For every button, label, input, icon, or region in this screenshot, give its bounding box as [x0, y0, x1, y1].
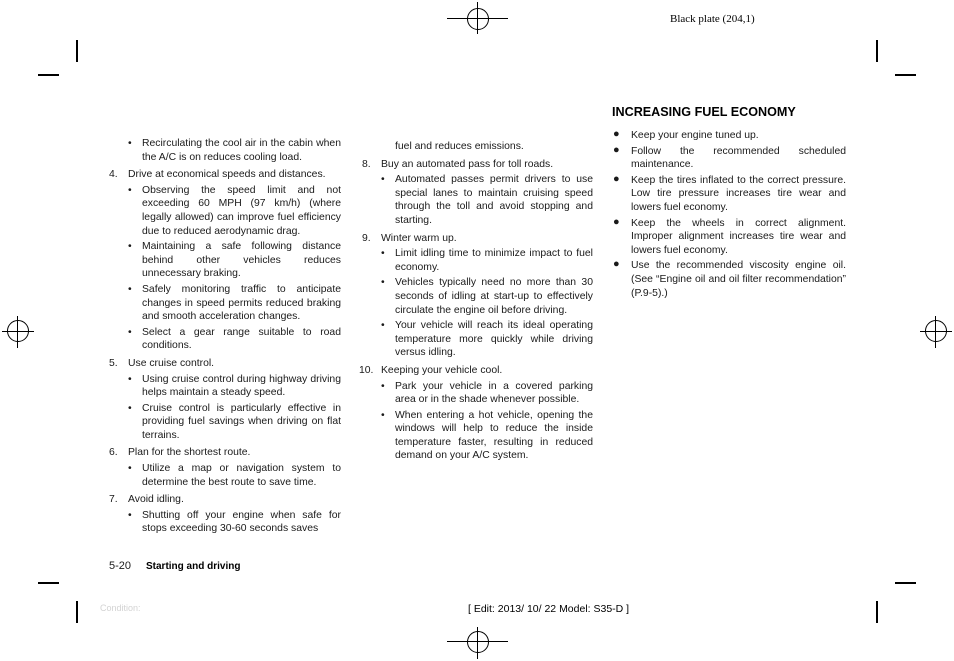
numbered-item: 6. Plan for the shortest route. — [109, 447, 251, 459]
list-item: • Park your vehicle in a covered parking area or in the shade whenever possible. — [381, 380, 593, 406]
bullet-icon: • — [128, 373, 132, 385]
condition-label: Condition: — [100, 603, 141, 613]
numbered-item: 5. Use cruise control. — [109, 357, 215, 369]
edit-info: [ Edit: 2013/ 10/ 22 Model: S35-D ] — [468, 603, 630, 615]
bullet-icon: • — [381, 409, 385, 421]
bullet-icon: • — [381, 174, 385, 186]
plate-label: Black plate (204,1) — [670, 13, 755, 25]
column-1 — [106, 137, 341, 536]
column-2 — [359, 140, 593, 463]
list-item: ● Follow the recommended scheduled maintenance. — [613, 143, 846, 171]
numbered-item: 7. Avoid idling. — [109, 494, 184, 506]
bullet-icon: ● — [613, 258, 620, 271]
bullet-icon: • — [128, 463, 132, 475]
list-item: ● Use the recommended viscosity engine oil. (See “Engine oil and oil filter recommendation” (P.9-5).) — [613, 258, 846, 299]
registration-circle — [925, 320, 947, 342]
list-item: • Observing the speed limit and not exceeding 60 MPH (97 km/h) (where legally allowed) can improve fuel efficiency due to reduced aerodynamic drag. — [128, 184, 341, 237]
list-item: • Shutting off your engine when safe for stops exceeding 30-60 seconds saves — [128, 509, 341, 535]
crop-mark — [76, 601, 78, 623]
list-item: • Automated passes permit drivers to use special lanes to maintain cruising speed through the toll and avoid stopping and starting. — [381, 174, 593, 226]
bullet-icon: • — [128, 241, 132, 253]
bullet-icon: ● — [613, 143, 620, 156]
list-item: ● Keep your engine tuned up. — [613, 128, 759, 141]
bullet-icon: • — [381, 380, 385, 392]
column-3 — [612, 104, 846, 302]
crop-mark — [895, 74, 916, 76]
bullet-icon: ● — [613, 128, 620, 140]
bullet-icon: • — [128, 326, 132, 338]
list-item: • Your vehicle will reach its ideal operating temperature more quickly while driving versus idling. — [381, 320, 593, 359]
section-heading: INCREASING FUEL ECONOMY — [612, 105, 796, 119]
bullet-icon: ● — [613, 172, 620, 185]
numbered-item: 9. Winter warm up. — [362, 232, 457, 244]
page-number: 5-20 — [109, 560, 132, 572]
crop-mark — [876, 601, 878, 623]
bullet-icon: ● — [613, 215, 620, 228]
numbered-item: 10. Keeping your vehicle cool. — [359, 364, 503, 376]
list-item: • Maintaining a safe following distance behind other vehicles reduces unnecessary braking. — [128, 241, 341, 280]
list-item: • Select a gear range suitable to road conditions. — [128, 326, 341, 352]
list-item: • Utilize a map or navigation system to determine the best route to save time. — [128, 463, 341, 488]
registration-circle — [467, 631, 489, 653]
crop-mark — [38, 74, 59, 76]
section-footer-title: Starting and driving — [146, 561, 241, 572]
bullet-icon: • — [128, 184, 132, 196]
bullet-icon: • — [381, 277, 385, 289]
continued-text: fuel and reduces emissions. — [395, 141, 524, 152]
bullet-icon: • — [128, 509, 132, 521]
numbered-item: 4. Drive at economical speeds and distances. — [109, 169, 326, 181]
crop-mark — [38, 582, 59, 584]
list-item: • Safely monitoring traffic to anticipate changes in speed permits reduced braking and smooth acceleration changes. — [128, 283, 341, 323]
numbered-item: 8. Buy an automated pass for toll roads. — [362, 158, 554, 170]
registration-circle — [7, 320, 29, 342]
list-item: • When entering a hot vehicle, opening the windows will help to reduce the inside temperature faster, resulting in reduced demand on your A/C system. — [381, 409, 593, 462]
bullet-icon: • — [128, 283, 132, 295]
list-item: • Cruise control is particularly effective in providing fuel savings when driving on flat terrains. — [128, 402, 341, 441]
bullet-icon: • — [128, 138, 132, 149]
registration-circle — [467, 8, 489, 30]
list-item: • Recirculating the cool air in the cabin when the A/C is on reduces cooling load. — [128, 138, 341, 163]
crop-mark — [876, 40, 878, 62]
crop-mark — [895, 582, 916, 584]
bullet-icon: • — [381, 320, 385, 332]
bullet-icon: • — [128, 402, 132, 414]
list-item: • Vehicles typically need no more than 30 seconds of idling at start-up to effectively circulate the engine oil before driving. — [381, 277, 593, 316]
list-item: ● Keep the wheels in correct alignment. Improper alignment increases tire wear and lowers fuel economy. — [613, 215, 846, 256]
list-item: ● Keep the tires inflated to the correct pressure. Low tire pressure increases tire wear and lowers fuel economy. — [613, 172, 846, 213]
list-item: • Limit idling time to minimize impact to fuel economy. — [381, 248, 593, 273]
list-item: • Using cruise control during highway driving helps maintain a steady speed. — [128, 373, 341, 399]
bullet-icon: • — [381, 248, 385, 260]
crop-mark — [76, 40, 78, 62]
